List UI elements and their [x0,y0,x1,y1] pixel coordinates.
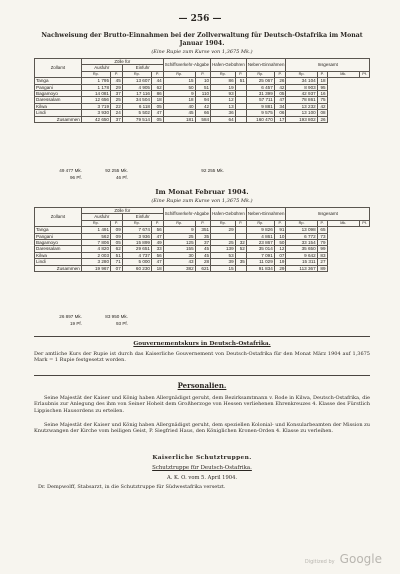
value-cell: 47 [151,110,163,116]
sum-cell: 193 802 [286,116,317,122]
gouvernement-heading: Gouvernementskurs in Deutsch-Ostafrika. [133,341,271,347]
value-cell: 8 903 [286,84,317,90]
value-cell: 125 [163,240,195,246]
value-cell: 7 806 [81,240,110,246]
value-cell: 10 [195,78,210,84]
value-cell: 15 311 [286,259,317,265]
january-pf-b: 46 Pf. [115,175,128,180]
value-cell: 16 [317,91,327,97]
value-cell: 12 656 [81,97,110,103]
value-cell: 73 [317,233,327,239]
sum-cell: 382 [163,265,195,271]
value-cell: 35 [195,233,210,239]
value-cell: 19 [274,259,286,265]
value-cell: 3 719 [81,103,110,109]
value-cell: 12 [274,246,286,252]
value-cell: 86 [151,91,163,97]
order-date: A. K. O. vom 5. April 1904. [166,475,238,481]
value-cell: 3 930 [81,110,110,116]
zollamt-cell: Pangani [35,233,82,239]
zollamt-cell: Pangani [35,84,82,90]
zollamt-header: Zollamt [35,59,82,78]
value-cell: 05 [111,240,123,246]
divider [34,375,370,376]
unit-header: Rp. [246,220,274,226]
value-cell: 9 [163,227,195,233]
value-cell: 42 937 [286,91,317,97]
watermark-small: Digitized by [304,559,335,565]
sum-cell: 18 [151,265,163,271]
value-cell: 83 [317,252,327,258]
value-cell: 3 936 [122,233,151,239]
unit-header: P. [151,220,163,226]
value-cell: 27 [317,259,327,265]
sum-cell: 91 834 [246,265,274,271]
value-cell: 5 000 [122,259,151,265]
sum-cell: 19 967 [81,265,110,271]
value-cell: 08 [317,110,327,116]
sum-cell: 64 [211,116,236,122]
february-mk-b: 83 950 Mk. [105,314,128,319]
value-cell: 9 575 [246,110,274,116]
value-cell: 18 [317,78,327,84]
value-cell: 13 098 [286,227,317,233]
value-cell: 19 [211,84,236,90]
zollamt-cell: Tanga [35,227,82,233]
zollamt-cell: Lindi [35,259,82,265]
value-cell: 23 867 [246,240,274,246]
value-cell: 31 399 [246,91,274,97]
value-cell: 26 [274,78,286,84]
value-cell: 45 [163,110,195,116]
value-cell: 42 [274,84,286,90]
value-cell: 05 [151,103,163,109]
divider [34,336,370,337]
zollamt-cell: Kilwa [35,103,82,109]
value-cell: 1 795 [81,78,110,84]
zollamt-cell: Daressalam [35,97,82,103]
value-cell: 09 [111,233,123,239]
value-cell: 53 [211,252,236,258]
value-cell: 09 [111,227,123,233]
sum-cell: 621 [195,265,210,271]
value-cell: 11 029 [246,259,274,265]
value-cell: 24 [111,110,123,116]
value-cell: 57 711 [246,97,274,103]
january-mk-a: 49 477 Mk. [59,168,82,173]
value-cell: 56 [151,252,163,258]
gouvernement-text: Der amtliche Kurs der Rupie ist durch das Kaiserliche Gouvernement von Deutsch-Ostafrika für den Monat März 1904 auf 1,3675 Mark = 1 Rupie festgesetzt worden. [34,351,370,364]
unit-header: Rp. [122,220,151,226]
unit-header: P. [274,220,286,226]
unit-header: P. [274,71,286,77]
value-cell: 6 772 [286,233,317,239]
value-cell: 75 [317,97,327,103]
value-cell: 94 [195,97,210,103]
value-cell: 35 650 [286,246,317,252]
value-cell: 25 [111,97,123,103]
value-cell: 45 [111,78,123,84]
unit-header: Mk. [327,71,360,77]
value-cell: 155 [163,246,195,252]
value-cell: 3 280 [81,259,110,265]
value-cell: 51 [235,78,246,84]
value-cell: 36 [211,110,236,116]
february-pf-a: 19 Pf. [69,321,82,326]
value-cell: 139 [211,246,236,252]
personalien-heading: Personalien. [177,381,227,390]
value-cell: 40 [163,103,195,109]
value-cell: 66 [195,110,210,116]
value-cell: 37 [195,240,210,246]
ausfuhr-header: Ausfuhr [81,214,122,220]
value-cell: 6 118 [122,103,151,109]
lager-header: Neben-Einnahmen [246,59,286,72]
february-subtitle: (Eine Rupie zum Kurse von 1,3675 Mk.) [151,198,253,204]
value-cell: 25 [163,233,195,239]
value-cell: 37 [111,91,123,97]
unit-header: Pf. [360,71,370,77]
value-cell: 34 [274,103,286,109]
february-mark-totals [34,314,370,330]
value-cell: 93 [211,91,236,97]
ausfuhr-header: Ausfuhr [81,65,122,71]
sum-cell [235,265,246,271]
value-cell: 71 [111,259,123,265]
value-cell: 22 [111,103,123,109]
unit-header: Rp. [81,71,110,77]
sum-cell: 17 [274,116,286,122]
value-cell: 10 [274,233,286,239]
value-cell: 9 826 [246,227,274,233]
value-cell: 35 [235,259,246,265]
value-cell: 29 651 [122,246,151,252]
value-cell: 1 178 [81,84,110,90]
lager-header: Neben-Einnahmen [246,208,286,221]
sum-cell: 37 [111,116,123,122]
value-cell: 351 [195,227,210,233]
value-cell: 18 [151,97,163,103]
unit-header: P. [235,220,246,226]
value-cell: 42 [195,103,210,109]
value-cell: 86 [211,78,236,84]
sum-cell: 29 [274,265,286,271]
value-cell: 47 [274,97,286,103]
value-cell: 13 232 [286,103,317,109]
unit-header: Rp. [81,220,110,226]
einfuhr-header: Einfuhr [122,214,163,220]
schiffsverkehr-header: Schiffsverkehr-Abgabe [163,59,210,72]
value-cell: 25 [211,240,236,246]
value-cell: 25 067 [246,78,274,84]
google-logo: Google [339,552,382,566]
zollamt-cell: Tanga [35,78,82,84]
value-cell: 62 [151,84,163,90]
zollamt-cell: Kilwa [35,252,82,258]
zollamt-cell: Daressalam [35,246,82,252]
value-cell: 39 [211,259,236,265]
value-cell: 14 081 [81,91,110,97]
unit-header: Rp. [163,220,195,226]
value-cell: 32 [235,240,246,246]
zoelle-header: Zölle für [81,208,163,214]
value-cell: 50 [274,240,286,246]
value-cell: 33 154 [286,240,317,246]
value-cell: 42 [317,103,327,109]
value-cell: 07 [274,252,286,258]
value-cell: 17 116 [122,91,151,97]
zoelle-header: Zölle für [81,59,163,65]
unit-header: P. [317,220,327,226]
value-cell: 4 820 [81,246,110,252]
unit-header: P. [151,71,163,77]
value-cell: 47 [151,259,163,265]
january-mk-b: 92 255 Mk. [105,168,128,173]
zollamt-cell: Lindi [35,110,82,116]
value-cell: 9 881 [246,103,274,109]
value-cell: 29 [211,227,236,233]
sum-cell [235,116,246,122]
sum-cell: 15 [211,265,236,271]
value-cell: 5 502 [122,110,151,116]
unit-header: Rp. [211,220,236,226]
value-cell: 91 [274,227,286,233]
schutztruppe-subheading: Schutztruppe für Deutsch-Ostafrika. [152,465,252,471]
unit-header: Rp. [211,71,236,77]
value-cell: 51 [111,252,123,258]
hafen-header: Hafen-Gebühren [211,208,247,221]
value-cell: 28 [195,259,210,265]
sum-cell: 42 650 [81,116,110,122]
value-cell: 50 [163,84,195,90]
value-cell: 13 [211,103,236,109]
sum-cell: 05 [151,116,163,122]
value-cell: 33 [151,246,163,252]
value-cell: 62 [111,246,123,252]
value-cell: 06 [274,110,286,116]
value-cell: 30 [163,252,195,258]
sum-cell: 60 230 [122,265,151,271]
unit-header: P. [195,71,210,77]
value-cell: 43 [163,259,195,265]
insgesamt-header: Insgesamt [286,59,370,72]
value-cell: 79 [317,240,327,246]
value-cell: 2 003 [81,252,110,258]
value-cell: 18 [163,97,195,103]
value-cell: 52 [235,246,246,252]
value-cell: 49 [151,240,163,246]
value-cell: 78 861 [286,97,317,103]
unit-header: Pf. [360,220,370,226]
einfuhr-header: Einfuhr [122,65,163,71]
value-cell: 13 100 [286,110,317,116]
value-cell: 4 905 [122,84,151,90]
hafen-header: Hafen-Gebühren [211,59,247,72]
value-cell: 51 [195,84,210,90]
page-number: — 256 — [178,14,222,24]
value-cell: 15 [163,78,195,84]
value-cell: 7 091 [246,252,274,258]
value-cell: 45 [195,246,210,252]
value-cell: 4 861 [246,233,274,239]
sum-row [35,265,370,271]
unit-header: Rp. [286,71,317,77]
january-mark-totals [34,168,370,184]
sum-cell: 89 [317,265,327,271]
value-cell: 1 491 [81,227,110,233]
value-cell: 05 [274,91,286,97]
value-cell: 29 [111,84,123,90]
january-subtitle: (Eine Rupie zum Kurse von 1,3675 Mk.) [151,49,253,55]
unit-header: P. [111,71,123,77]
february-table [34,207,370,272]
value-cell: 6 457 [246,84,274,90]
value-cell: 12 [211,97,236,103]
sum-cell: 26 [317,116,327,122]
digitized-watermark [292,548,382,567]
value-cell: 9 642 [286,252,317,258]
unit-header: P. [235,71,246,77]
sum-cell: 181 [163,116,195,122]
value-cell: 9 [163,91,195,97]
value-cell: 45 [195,252,210,258]
value-cell: 65 [317,227,327,233]
personalien-paragraph-1: Seine Majestät der Kaiser und König haben Allergnädigst geruht, dem Bezirksamtmann v. Rode in Kilwa, Deutsch-Ostafrika, die Erlaubnis zur Anlegung des ihm von Seiner Hoheit dem Großherzoge von Hessen verliehenen Ehrenkreuzes 4. Klasse des Fürstlich Lippischen Hausordens zu erteilen. [34,395,370,414]
february-title: Im Monat Februar 1904. [155,188,249,196]
february-pf-b: 93 Pf. [115,321,128,326]
value-cell: 110 [195,91,210,97]
unit-header: Rp. [286,220,317,226]
sum-row [35,116,370,122]
value-cell: 34 104 [286,78,317,84]
zollamt-cell: Bagamoyo [35,91,82,97]
sum-cell: 160 470 [246,116,274,122]
report-title: Nachweisung der Brutto-Einnahmen bei der Zollverwaltung für Deutsch-Ostafrika im Monat Januar 1904. [41,32,363,47]
value-cell: 95 [317,84,327,90]
sum-cell: 584 [195,116,210,122]
personalien-paragraph-2: Seine Majestät der Kaiser und König haben Allergnädigst geruht, dem speziellen Kolonial- und Konsularbeamten der Mission zu Knutzwangen der Kirche vom heiligen Geist, P. Siegfried Haus, den Königlichen Kronen-Orden 4. Klasse zu verleihen. [34,422,371,435]
sum-cell: 07 [111,265,123,271]
schutztruppen-heading: Kaiserliche Schutztruppen. [152,455,252,461]
january-pf-a: 96 Pf. [69,175,82,180]
value-cell: 7 674 [122,227,151,233]
january-mk-extra: 92 255 Mk. [201,168,224,173]
value-cell: 13 607 [122,78,151,84]
value-cell: 56 [151,227,163,233]
unit-header: Mk. [327,220,360,226]
sum-label: Zusammen [35,265,82,271]
sum-cell: 79 514 [122,116,151,122]
schiffsverkehr-header: Schiffsverkehr-Abgabe [163,208,210,221]
value-cell: 44 [151,78,163,84]
zollamt-header: Zollamt [35,208,82,227]
value-cell: 35 014 [246,246,274,252]
schutztruppe-text: Dr. Dempwolff, Stabsarzt, in die Schutztruppe für Südwestafrika versetzt. [38,484,226,490]
unit-header: P. [317,71,327,77]
unit-header: Rp. [122,71,151,77]
unit-header: Rp. [246,71,274,77]
unit-header: P. [195,220,210,226]
value-cell: 562 [81,233,110,239]
value-cell: 47 [151,233,163,239]
value-cell: 34 504 [122,97,151,103]
january-table [34,58,370,123]
sum-cell: 113 367 [286,265,317,271]
value-cell: 99 [317,246,327,252]
insgesamt-header: Insgesamt [286,208,370,221]
february-mk-a: 26 897 Mk. [59,314,82,319]
unit-header: P. [111,220,123,226]
zollamt-cell: Bagamoyo [35,240,82,246]
sum-label: Zusammen [35,116,82,122]
unit-header: Rp. [163,71,195,77]
value-cell: 15 899 [122,240,151,246]
value-cell: 4 737 [122,252,151,258]
